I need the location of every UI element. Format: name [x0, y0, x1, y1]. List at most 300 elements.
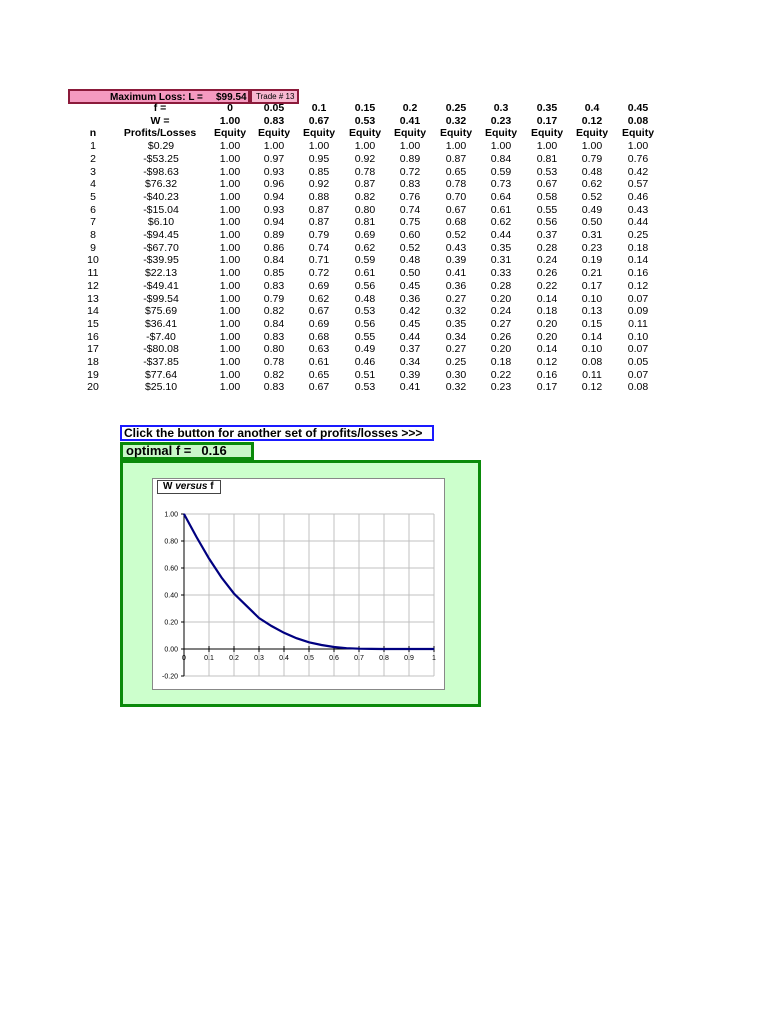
equity-value: 0.69 [308, 317, 330, 330]
profit-loss-value: -$67.70 [143, 241, 179, 254]
equity-value: 1.00 [581, 140, 603, 153]
equity-value: 0.62 [581, 178, 603, 191]
x-tick-label: 0 [182, 655, 186, 662]
equity-value: 0.34 [399, 356, 421, 368]
equity-value: 0.74 [308, 241, 330, 254]
equity-value: 0.44 [399, 330, 421, 343]
equity-value: 0.82 [263, 305, 285, 318]
equity-value: 0.71 [308, 254, 330, 267]
equity-value: 0.85 [263, 267, 285, 280]
equity-value: 0.62 [308, 292, 330, 305]
profit-loss-value: -$99.54 [143, 292, 179, 305]
x-tick-label: 0.6 [329, 655, 339, 662]
equity-value: 0.61 [490, 203, 512, 216]
equity-value: 0.69 [308, 279, 330, 292]
equity-value: 0.93 [263, 165, 285, 178]
equity-value: 0.56 [536, 216, 558, 229]
equity-value: 1.00 [308, 140, 330, 153]
equity-value: 0.76 [399, 190, 421, 203]
equity-value: 0.34 [445, 330, 467, 343]
equity-value: 0.46 [627, 190, 649, 203]
equity-value: 0.79 [263, 292, 285, 305]
x-tick-label: 0.5 [304, 655, 314, 662]
equity-value: 0.69 [354, 229, 376, 241]
equity-value: 0.63 [308, 343, 330, 356]
equity-value: 0.14 [581, 330, 603, 343]
row-number: 6 [90, 203, 96, 216]
equity-value: 0.65 [445, 165, 467, 178]
row-number: 10 [87, 254, 99, 267]
equity-header: Equity [348, 127, 382, 140]
equity-value: 0.94 [263, 190, 285, 203]
equity-value: 1.00 [445, 140, 467, 153]
equity-value: 1.00 [219, 292, 241, 305]
chart-title [157, 480, 221, 494]
equity-value: 1.00 [490, 140, 512, 153]
row-number: 9 [90, 241, 96, 254]
equity-value: 0.59 [354, 254, 376, 267]
equity-value: 0.87 [445, 152, 467, 165]
data-point [333, 646, 334, 647]
profit-loss-value: $25.10 [144, 381, 178, 394]
x-tick-label: 0.1 [204, 655, 214, 662]
equity-value: 1.00 [354, 140, 376, 153]
max-loss-value: $99.54 [216, 92, 247, 103]
equity-value: 0.72 [399, 165, 421, 178]
trade-number: Trade # 13 [250, 89, 299, 104]
new-profits-losses-button[interactable]: Click the button for another set of profits/losses >>> [120, 425, 434, 441]
profit-loss-value: -$7.40 [146, 330, 176, 343]
data-point [396, 648, 397, 649]
equity-value: 0.44 [490, 229, 512, 241]
equity-value: 1.00 [536, 140, 558, 153]
profit-loss-value: $22.13 [144, 267, 178, 280]
equity-value: 0.96 [263, 178, 285, 191]
equity-value: 0.94 [263, 216, 285, 229]
equity-value: 1.00 [219, 152, 241, 165]
equity-value: 0.62 [490, 216, 512, 229]
row-number: 16 [87, 330, 99, 343]
data-point [283, 632, 284, 633]
equity-header: Equity [575, 127, 609, 140]
profit-loss-value: -$94.45 [143, 229, 179, 241]
y-tick-label: 0.20 [164, 619, 178, 627]
equity-value: 0.12 [536, 356, 558, 368]
equity-value: 0.48 [581, 165, 603, 178]
profit-loss-value: $76.32 [144, 178, 178, 191]
row-number: 20 [87, 381, 99, 394]
equity-value: 0.20 [536, 330, 558, 343]
equity-value: 0.10 [581, 343, 603, 356]
equity-value: 0.17 [536, 381, 558, 394]
row-number: 15 [87, 317, 99, 330]
equity-value: 0.78 [354, 165, 376, 178]
equity-value: 0.27 [445, 292, 467, 305]
equity-value: 0.24 [490, 305, 512, 318]
equity-value: 0.10 [627, 330, 649, 343]
equity-value: 0.13 [581, 305, 603, 318]
equity-value: 0.87 [308, 203, 330, 216]
equity-value: 0.43 [445, 241, 467, 254]
equity-value: 0.07 [627, 368, 649, 381]
data-point [208, 558, 209, 559]
data-point [346, 648, 347, 649]
profits-losses-header: Profits/Losses [123, 127, 197, 140]
data-point [383, 648, 384, 649]
equity-value: 0.05 [627, 356, 649, 368]
profit-loss-value: $36.41 [144, 317, 178, 330]
equity-value: 0.50 [399, 267, 421, 280]
equity-value: 0.28 [536, 241, 558, 254]
f-value: 0.1 [311, 102, 327, 114]
equity-value: 0.49 [354, 343, 376, 356]
equity-value: 0.83 [399, 178, 421, 191]
equity-value: 0.39 [445, 254, 467, 267]
equity-value: 1.00 [399, 140, 421, 153]
data-point [421, 648, 422, 649]
equity-value: 0.43 [627, 203, 649, 216]
equity-value: 1.00 [219, 165, 241, 178]
data-point [296, 638, 297, 639]
equity-value: 1.00 [219, 216, 241, 229]
equity-value: 0.97 [263, 152, 285, 165]
equity-value: 0.67 [536, 178, 558, 191]
equity-value: 0.16 [536, 368, 558, 381]
equity-value: 0.28 [490, 279, 512, 292]
equity-value: 0.55 [354, 330, 376, 343]
equity-value: 0.07 [627, 343, 649, 356]
equity-value: 0.79 [308, 229, 330, 241]
equity-value: 1.00 [219, 305, 241, 318]
w-value: 0.17 [536, 114, 558, 127]
equity-value: 0.83 [263, 330, 285, 343]
equity-value: 0.84 [490, 152, 512, 165]
equity-value: 0.52 [445, 229, 467, 241]
equity-value: 0.48 [399, 254, 421, 267]
profit-loss-value: -$49.41 [143, 279, 179, 292]
equity-value: 0.49 [581, 203, 603, 216]
data-point [321, 644, 322, 645]
equity-value: 0.14 [536, 292, 558, 305]
equity-value: 1.00 [219, 279, 241, 292]
equity-value: 0.68 [308, 330, 330, 343]
equity-value: 0.37 [536, 229, 558, 241]
data-point [196, 536, 197, 537]
equity-value: 0.92 [354, 152, 376, 165]
equity-header: Equity [257, 127, 291, 140]
equity-value: 0.26 [536, 267, 558, 280]
equity-value: 0.67 [445, 203, 467, 216]
equity-value: 0.07 [627, 292, 649, 305]
equity-value: 0.32 [445, 381, 467, 394]
equity-value: 0.64 [490, 190, 512, 203]
equity-value: 0.83 [263, 381, 285, 394]
y-tick-label: 1.00 [164, 511, 178, 519]
equity-header: Equity [302, 127, 336, 140]
row-number: 17 [87, 343, 99, 356]
equity-value: 0.61 [308, 356, 330, 368]
w-value: 0.32 [445, 114, 467, 127]
equity-value: 0.68 [445, 216, 467, 229]
profit-loss-value: -$53.25 [143, 152, 179, 165]
equity-value: 0.39 [399, 368, 421, 381]
equity-value: 0.82 [354, 190, 376, 203]
equity-value: 0.30 [445, 368, 467, 381]
row-number: 2 [90, 152, 96, 165]
equity-value: 0.56 [354, 279, 376, 292]
equity-value: 0.12 [627, 279, 649, 292]
data-point [233, 593, 234, 594]
equity-value: 0.18 [490, 356, 512, 368]
f-value: 0.15 [354, 102, 376, 114]
row-number: 8 [90, 229, 96, 241]
equity-value: 0.27 [490, 317, 512, 330]
equity-value: 0.84 [263, 254, 285, 267]
x-tick-label: 0.4 [279, 655, 289, 662]
w-value: 0.41 [399, 114, 421, 127]
equity-value: 1.00 [219, 381, 241, 394]
data-point [433, 648, 434, 649]
equity-value: 0.36 [399, 292, 421, 305]
equity-value: 1.00 [219, 140, 241, 153]
equity-value: 0.41 [399, 381, 421, 394]
equity-value: 0.45 [399, 317, 421, 330]
profit-loss-value: -$39.95 [143, 254, 179, 267]
equity-value: 0.32 [445, 305, 467, 318]
equity-value: 0.82 [263, 368, 285, 381]
equity-value: 0.17 [581, 279, 603, 292]
equity-value: 0.59 [490, 165, 512, 178]
data-point [271, 625, 272, 626]
profit-loss-value: $75.69 [144, 305, 178, 318]
equity-value: 0.87 [308, 216, 330, 229]
equity-value: 0.52 [581, 190, 603, 203]
equity-value: 1.00 [219, 254, 241, 267]
equity-value: 1.00 [219, 368, 241, 381]
equity-value: 0.48 [354, 292, 376, 305]
w-label: W = [150, 114, 170, 127]
data-point [258, 617, 259, 618]
equity-value: 1.00 [219, 203, 241, 216]
equity-value: 0.67 [308, 381, 330, 394]
equity-value: 0.86 [263, 241, 285, 254]
equity-value: 0.20 [536, 317, 558, 330]
equity-value: 0.62 [354, 241, 376, 254]
equity-value: 0.08 [627, 381, 649, 394]
x-tick-label: 0.8 [379, 655, 389, 662]
equity-value: 0.22 [536, 279, 558, 292]
row-number: 18 [87, 356, 99, 368]
equity-value: 0.31 [581, 229, 603, 241]
equity-value: 0.33 [490, 267, 512, 280]
equity-value: 0.25 [627, 229, 649, 241]
equity-value: 0.79 [581, 152, 603, 165]
equity-value: 0.67 [308, 305, 330, 318]
equity-value: 0.88 [308, 190, 330, 203]
row-number: 7 [90, 216, 96, 229]
equity-value: 0.81 [536, 152, 558, 165]
equity-value: 0.14 [536, 343, 558, 356]
equity-value: 0.53 [536, 165, 558, 178]
equity-value: 0.37 [399, 343, 421, 356]
equity-value: 0.45 [399, 279, 421, 292]
equity-value: 0.74 [399, 203, 421, 216]
equity-value: 0.70 [445, 190, 467, 203]
row-number: 14 [87, 305, 99, 318]
f-value: 0.3 [493, 102, 509, 114]
equity-value: 0.19 [581, 254, 603, 267]
chart-title-text: W versus f [163, 481, 214, 492]
equity-value: 0.11 [582, 368, 602, 381]
equity-header: Equity [213, 127, 247, 140]
equity-value: 0.92 [308, 178, 330, 191]
equity-value: 0.73 [490, 178, 512, 191]
profit-loss-value: -$15.04 [143, 203, 179, 216]
equity-value: 0.85 [308, 165, 330, 178]
x-tick-label: 0.9 [404, 655, 414, 662]
equity-value: 0.21 [581, 267, 603, 280]
data-point [408, 648, 409, 649]
equity-value: 0.12 [581, 381, 603, 394]
profit-loss-value: $77.64 [144, 368, 178, 381]
profit-loss-value: -$37.85 [143, 356, 179, 368]
row-number: 4 [90, 178, 96, 191]
x-tick-label: 0.3 [254, 655, 264, 662]
profit-loss-value: -$98.63 [143, 165, 179, 178]
equity-value: 0.42 [627, 165, 649, 178]
equity-value: 0.56 [354, 317, 376, 330]
w-value: 0.67 [308, 114, 330, 127]
equity-value: 1.00 [219, 317, 241, 330]
y-tick-label: 0.80 [164, 538, 178, 546]
equity-value: 0.24 [536, 254, 558, 267]
equity-value: 0.65 [308, 368, 330, 381]
equity-value: 0.14 [627, 254, 649, 267]
row-number: 12 [87, 279, 99, 292]
equity-value: 0.16 [627, 267, 649, 280]
equity-value: 0.50 [581, 216, 603, 229]
f-value: 0.45 [627, 102, 649, 114]
equity-value: 0.53 [354, 381, 376, 394]
equity-value: 0.20 [490, 292, 512, 305]
equity-value: 0.84 [263, 317, 285, 330]
equity-header: Equity [393, 127, 427, 140]
equity-value: 0.57 [627, 178, 649, 191]
equity-value: 0.87 [354, 178, 376, 191]
row-number: 13 [87, 292, 99, 305]
equity-value: 1.00 [219, 241, 241, 254]
data-point [246, 605, 247, 606]
equity-value: 1.00 [219, 190, 241, 203]
x-tick-label: 1 [432, 655, 436, 662]
equity-value: 0.11 [628, 317, 648, 330]
equity-value: 0.41 [445, 267, 467, 280]
equity-value: 0.51 [354, 368, 376, 381]
equity-value: 0.22 [490, 368, 512, 381]
equity-value: 0.93 [263, 203, 285, 216]
profit-loss-value: -$80.08 [143, 343, 179, 356]
n-header: n [89, 127, 97, 140]
equity-value: 0.78 [263, 356, 285, 368]
w-value: 0.83 [263, 114, 285, 127]
equity-value: 0.10 [581, 292, 603, 305]
row-number: 19 [87, 368, 99, 381]
equity-value: 0.36 [445, 279, 467, 292]
equity-value: 0.52 [399, 241, 421, 254]
equity-header: Equity [439, 127, 473, 140]
equity-value: 0.58 [536, 190, 558, 203]
equity-value: 0.89 [399, 152, 421, 165]
x-tick-label: 0.7 [354, 655, 364, 662]
equity-value: 1.00 [219, 330, 241, 343]
equity-value: 0.31 [490, 254, 512, 267]
data-point [183, 513, 184, 514]
equity-value: 1.00 [219, 343, 241, 356]
equity-value: 0.76 [627, 152, 649, 165]
equity-value: 0.89 [263, 229, 285, 241]
data-point [358, 648, 359, 649]
data-point [221, 577, 222, 578]
w-value: 0.08 [627, 114, 649, 127]
equity-value: 0.26 [490, 330, 512, 343]
equity-value: 1.00 [627, 140, 649, 153]
f-value: 0.05 [263, 102, 285, 114]
equity-value: 0.15 [581, 317, 603, 330]
y-tick-label: 0.40 [164, 592, 178, 600]
w-value: 1.00 [219, 114, 241, 127]
row-number: 1 [90, 140, 96, 153]
equity-value: 0.72 [308, 267, 330, 280]
equity-header: Equity [621, 127, 655, 140]
y-tick-label: 0.00 [164, 646, 178, 654]
equity-value: 0.20 [490, 343, 512, 356]
w-value: 0.12 [581, 114, 603, 127]
equity-value: 0.46 [354, 356, 376, 368]
equity-value: 0.35 [445, 317, 467, 330]
equity-value: 0.61 [354, 267, 376, 280]
equity-value: 0.42 [399, 305, 421, 318]
data-point [308, 642, 309, 643]
equity-value: 0.44 [627, 216, 649, 229]
equity-value: 0.78 [445, 178, 467, 191]
equity-value: 0.18 [536, 305, 558, 318]
optimal-f-label: optimal f = [126, 443, 192, 458]
f-value: 0.25 [445, 102, 467, 114]
equity-value: 0.80 [263, 343, 285, 356]
y-tick-label: -0.20 [162, 673, 178, 681]
equity-value: 0.60 [399, 229, 421, 241]
equity-value: 0.53 [354, 305, 376, 318]
w-value: 0.23 [490, 114, 512, 127]
data-point [371, 648, 372, 649]
equity-value: 0.25 [445, 356, 467, 368]
f-value: 0.2 [402, 102, 418, 114]
f-value: 0.35 [536, 102, 558, 114]
equity-value: 0.55 [536, 203, 558, 216]
optimal-f-value: 0.16 [201, 443, 227, 458]
equity-value: 1.00 [219, 229, 241, 241]
equity-value: 0.27 [445, 343, 467, 356]
equity-value: 0.18 [627, 241, 649, 254]
max-loss-label: Maximum Loss: L = [110, 92, 203, 103]
equity-value: 0.75 [399, 216, 421, 229]
equity-value: 0.81 [354, 216, 376, 229]
equity-value: 1.00 [219, 178, 241, 191]
y-tick-label: 0.60 [164, 565, 178, 573]
f-label: f = [153, 102, 167, 114]
equity-value: 0.80 [354, 203, 376, 216]
equity-value: 0.23 [490, 381, 512, 394]
